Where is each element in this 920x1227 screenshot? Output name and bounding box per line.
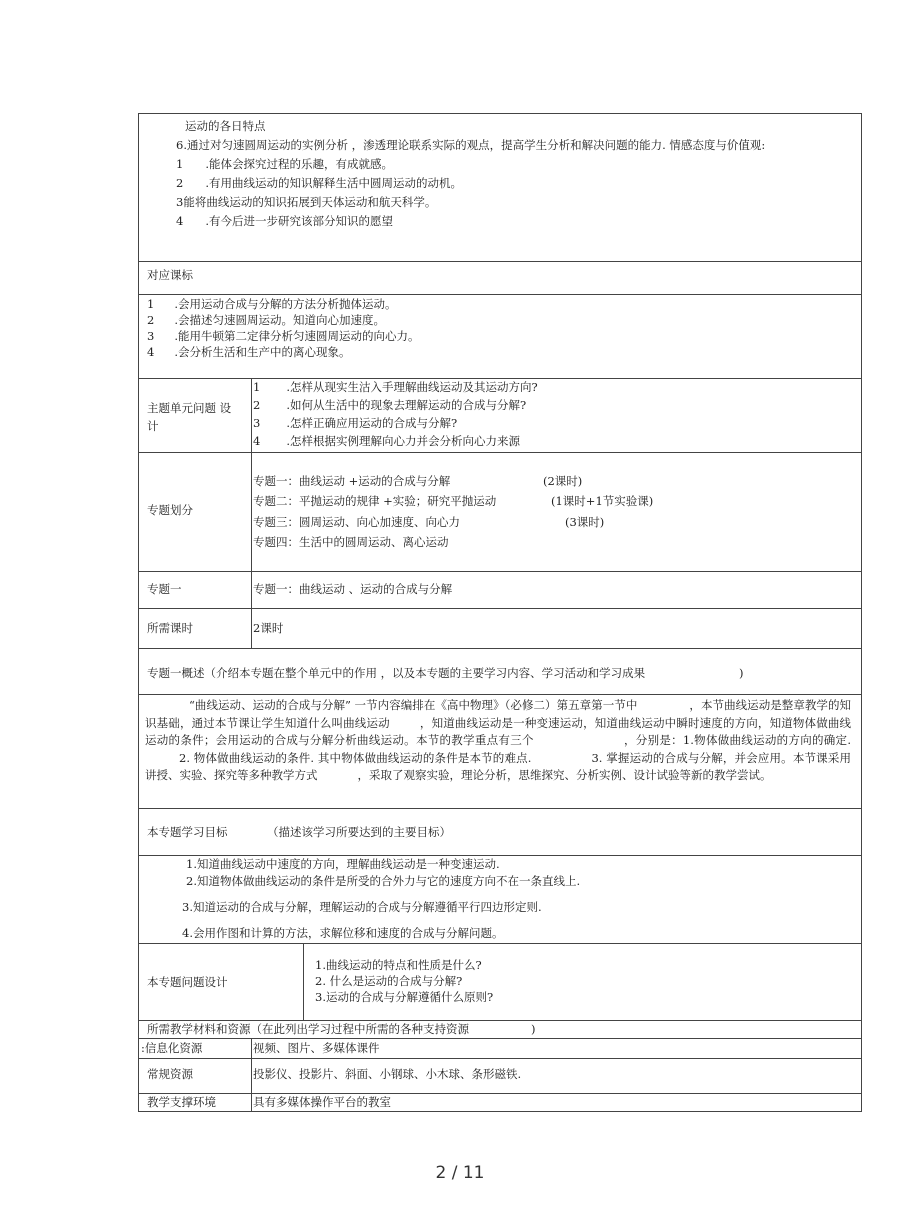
goals-item-2: 2 .有用曲线运动的知识解释生活中圆周运动的动机。 (176, 176, 462, 190)
standards-label-row (138, 261, 862, 295)
materials-heading: 所需教学材料和资源（在此列出学习过程中所需的各种支持资源 (147, 1022, 469, 1036)
question-design-item-2: 2. 什么是运动的合成与分解? (315, 974, 463, 988)
support-environment-label: 教学支撑环境 (147, 1095, 216, 1109)
support-environment-value: 具有多媒体操作平台的教室 (253, 1095, 391, 1109)
topic-item-4: 专题四：生活中的圆周运动、离心运动 (253, 535, 449, 549)
standard-item-4: 4 .会分析生活和生产中的离心现象。 (147, 345, 351, 359)
topic-item-2: 专题二：平抛运动的规律 +实验；研究平抛运动 (253, 494, 497, 508)
standard-item-2: 2 .会描述匀速圆周运动。知道向心加速度。 (147, 313, 385, 327)
question-design-row (138, 943, 862, 1021)
goals-continuation-cell (138, 113, 862, 262)
question-design-label: 本专题问题设计 (147, 975, 228, 989)
overview-paragraph: “曲线运动、运动的合成与分解” 一节内容编排在《高中物理》（必修二）第五章第一节中 ，本节曲线运动是整章教学的知识基础，通过本节课让学生知道什么叫曲线运动 ，知道曲线运动是一种变速运动，知道曲线运动中瞬时速度的方向，知道物体做曲线运动的条件；会用运动的合成与分解分析曲线运动。本节的教学重点有三个 ，分别是：1.物体做曲线运动的方向的确定.2. 物体做曲线运动的条件. 其中物体做曲线运动的条件是本节的难点. 3. 掌握运动的合成与分解，并会应用。本节课采用讲授、实验、探究等多种教学方式 ，采取了观察实验，理论分析，思维探究、分析实例、设计试验等新的教学尝试。 (145, 698, 852, 782)
info-resources-label: :信息化资源 (141, 1041, 203, 1055)
objectives-note: （描述该学习所要达到的主要目标） (267, 825, 451, 839)
objective-item-3: 3.知道运动的合成与分解，理解运动的合成与分解遵循平行四边形定则. (182, 900, 542, 914)
materials-heading-close: ) (531, 1022, 536, 1036)
topic1-row (138, 571, 862, 609)
objective-item-4: 4.会用作图和计算的方法，求解位移和速度的合成与分解问题。 (182, 926, 504, 940)
materials-row-regular (138, 1058, 862, 1094)
overview-heading-close: ) (739, 666, 744, 680)
topic-item-1: 专题一：曲线运动 +运动的合成与分解 (253, 474, 451, 488)
goals-item-1: 1 .能体会探究过程的乐趣，有成就感。 (176, 157, 393, 171)
overview-paragraph-row (138, 694, 862, 809)
objective-item-1: 1.知道曲线运动中速度的方向，理解曲线运动是一种变速运动. (186, 857, 500, 871)
standards-label: 对应课标 (147, 268, 193, 282)
goals-item-4: 4 .有今后进一步研究该部分知识的愿望 (176, 214, 393, 228)
overview-heading-row (138, 648, 862, 695)
standards-items-row (138, 294, 862, 379)
materials-heading-row (138, 1020, 862, 1039)
hours-row (138, 608, 862, 649)
standard-item-1: 1 .会用运动合成与分解的方法分析抛体运动。 (147, 297, 397, 311)
goals-line1: 6.通过对匀速圆周运动的实例分析 ，渗透理论联系实际的观点，提高学生分析和解决问题的能力. 情感态度与价值观: (176, 138, 766, 152)
objectives-label: 本专题学习目标 (147, 825, 228, 839)
goals-item-3: 3能将曲线运动的知识拓展到天体运动和航天科学。 (176, 195, 437, 209)
objectives-heading-row (138, 808, 862, 856)
objectives-items-row (138, 855, 862, 944)
unit-question-1: 1 .怎样从现实生沽入手理解曲线运动及其运动方向? (253, 380, 538, 394)
materials-row-info (138, 1038, 862, 1059)
standard-item-3: 3 .能用牛顿第二定律分析匀速圆周运动的向心力。 (147, 329, 420, 343)
unit-question-3: 3 .怎样正确应用运动的合成与分解? (253, 416, 458, 430)
regular-resources-value: 投影仪、投影片、斜面、小钢球、小木球、条形磁铁. (253, 1067, 522, 1081)
materials-row-support (138, 1093, 862, 1112)
goals-line0: 运动的各日特点 (185, 119, 266, 133)
unit-question-4: 4 .怎样根据实例理解向心力并会分析向心力来源 (253, 434, 520, 448)
topic-item-2-hours: (1课时+1节实验课) (551, 494, 654, 508)
hours-label: 所需课时 (147, 621, 193, 635)
topics-label: 专题划分 (147, 503, 193, 517)
unit-questions-row (138, 378, 862, 453)
unit-questions-label-2: 计 (147, 419, 159, 433)
topic1-value: 专题一：曲线运动 、运动的合成与分解 (253, 582, 453, 596)
hours-value: 2课时 (253, 621, 284, 635)
topic-item-3: 专题三：圆周运动、向心加速度、向心力 (253, 515, 460, 529)
topic-item-1-hours: (2课时) (543, 474, 583, 488)
overview-heading: 专题一概述（介绍本专题在整个单元中的作用 ，以及本专题的主要学习内容、学习活动和学习成果 (147, 666, 646, 680)
unit-question-2: 2 .如何从生活中的现象去理解运动的合成与分解? (253, 398, 527, 412)
topic1-label: 专题一 (147, 582, 182, 596)
topic-item-3-hours: (3课时) (565, 515, 605, 529)
question-design-item-1: 1.曲线运动的特点和性质是什么? (315, 958, 482, 972)
objective-item-2: 2.知道物体做曲线运动的条件是所受的合外力与它的速度方向不在一条直线上. (186, 874, 581, 888)
page-number: 2 / 11 (435, 1163, 485, 1183)
topics-row (138, 452, 862, 572)
info-resources-value: 视频、图片、多媒体课件 (253, 1041, 380, 1055)
question-design-item-3: 3.运动的合成与分解遵循什么原则? (315, 990, 494, 1004)
unit-questions-label-1: 主题单元问题 设 (147, 401, 232, 415)
regular-resources-label: 常规资源 (147, 1067, 193, 1081)
